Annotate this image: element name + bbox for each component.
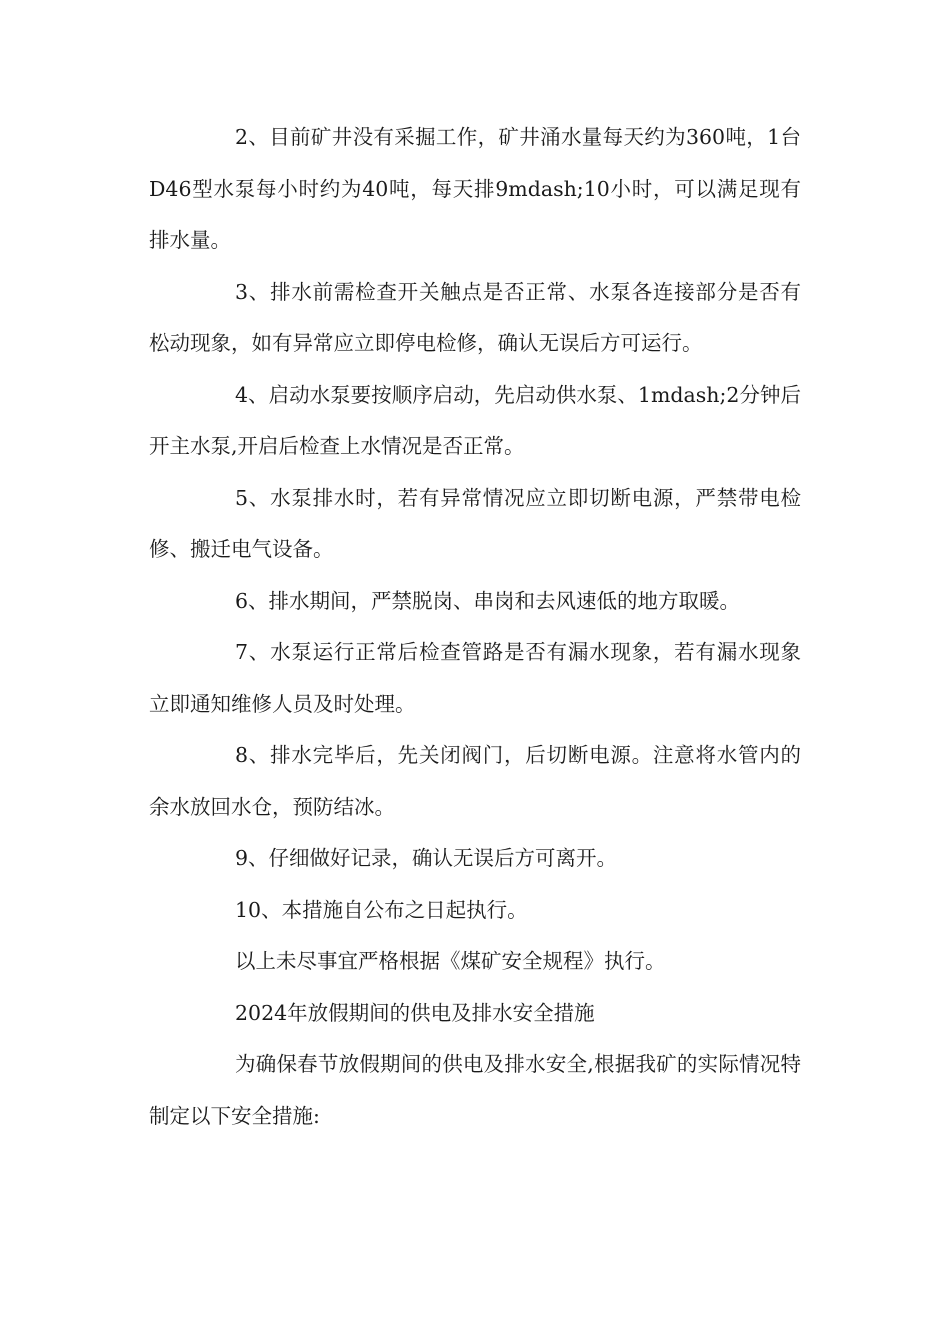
paragraph-item-5: 5、水泵排水时，若有异常情况应立即切断电源，严禁带电检修、搬迁电气设备。 bbox=[149, 485, 801, 561]
paragraph-item-9: 9、仔细做好记录，确认无误后方可离开。 bbox=[235, 846, 618, 870]
paragraph-item-10: 10、本措施自公布之日起执行。 bbox=[235, 897, 528, 922]
paragraph-item-6: 6、排水期间，严禁脱岗、串岗和去风速低的地方取暖。 bbox=[235, 588, 741, 613]
paragraph-item-4: 4、启动水泵要按顺序启动，先启动供水泵、1mdash;2分钟后开主水泵,开启后检查上水情况是否正常。 bbox=[149, 382, 801, 458]
closing-note: 以上未尽事宜严格根据《煤矿安全规程》执行。 bbox=[235, 949, 666, 973]
section-heading: 2024年放假期间的供电及排水安全措施 bbox=[235, 1000, 595, 1025]
intro-paragraph: 为确保春节放假期间的供电及排水安全,根据我矿的实际情况特制定以下安全措施: bbox=[149, 1052, 801, 1128]
paragraph-item-2: 2、目前矿井没有采掘工作，矿井涌水量每天约为360吨，1台D46型水泵每小时约为40吨，每天排9mdash;10小时，可以满足现有排水量。 bbox=[149, 125, 801, 252]
paragraph-item-7: 7、水泵运行正常后检查管路是否有漏水现象，若有漏水现象立即通知维修人员及时处理。 bbox=[149, 640, 801, 716]
paragraph-item-3: 3、排水前需检查开关触点是否正常、水泵各连接部分是否有松动现象，如有异常应立即停电检修，确认无误后方可运行。 bbox=[149, 279, 801, 355]
paragraph-item-8: 8、排水完毕后，先关闭阀门，后切断电源。注意将水管内的余水放回水仓，预防结冰。 bbox=[149, 743, 801, 819]
document-body bbox=[149, 112, 801, 1142]
